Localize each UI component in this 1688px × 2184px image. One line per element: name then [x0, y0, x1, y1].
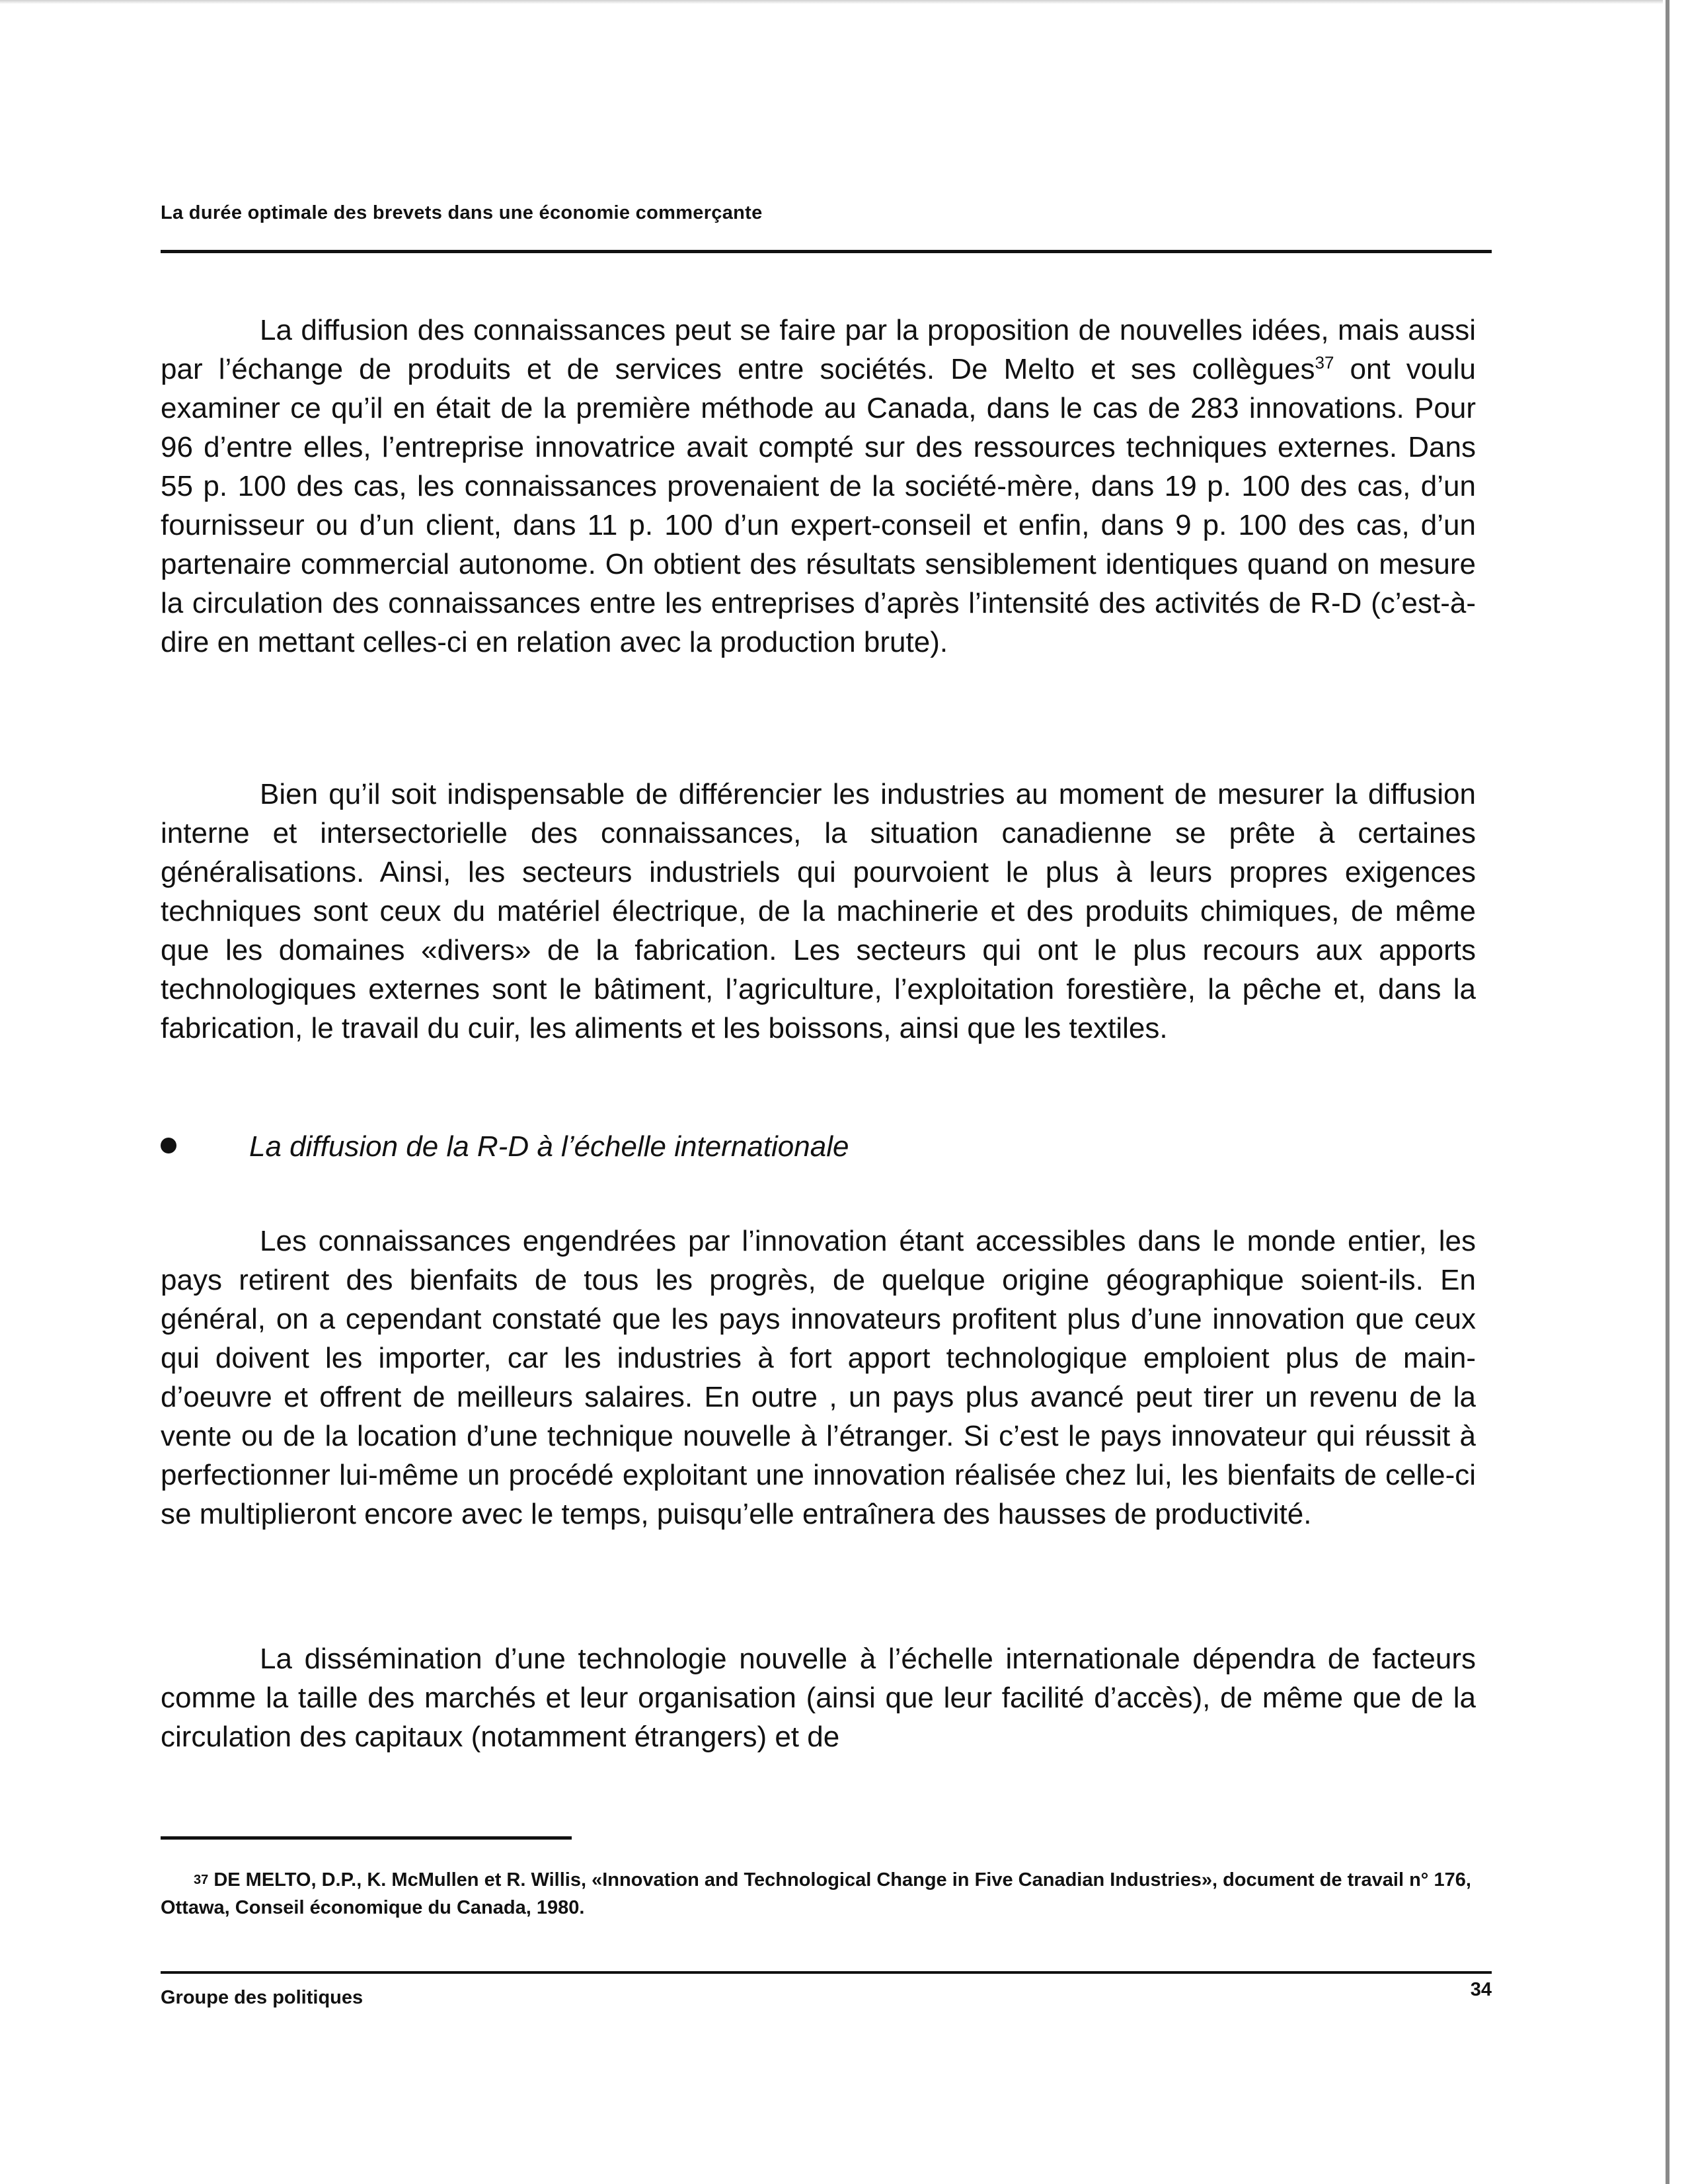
paragraph-1	[161, 311, 1476, 662]
running-header: La durée optimale des brevets dans une économie commerçante	[161, 202, 763, 223]
paragraph-4-text: La dissémination d’une technologie nouvelle à l’échelle internationale dépendra de facteurs comme la taille des marchés et leur organisation (ainsi que leur facilité d’accès), de même que de la circulation des capitaux (notamment étrangers) et de	[161, 1643, 1476, 1753]
paragraph-1-text-b: ont voulu examiner ce qu’il en était de la première méthode au Canada, dans le cas de 283 innovations. Pour 96 d’entre elles, l’entreprise innovatrice avait compté sur des ressources techniques externes. Dans 55 p. 100 des cas, les connaissances provenaient de la société-mère, dans 19 p. 100 des cas, d’un fournisseur ou d’un client, dans 11 p. 100 d’un expert-conseil et enfin, dans 9 p. 100 des cas, d’un partenaire commercial autonome. On obtient des résultats sensiblement identiques quand on mesure la circulation des connaissances entre les entreprises d’après l’intensité des activités de R-D (c’est-à-dire en mettant celles-ci en relation avec la production brute).	[161, 353, 1476, 658]
scan-edge-right	[1663, 0, 1688, 2184]
footer-organization: Groupe des politiques	[161, 1987, 364, 2008]
paragraph-2-text: Bien qu’il soit indispensable de différencier les industries au moment de mesurer la diffusion interne et intersectorielle des connaissances, la situation canadienne se prête à certaines généralisations. Ainsi, les secteurs industriels qui pourvoient le plus à leurs propres exigences techniques sont ceux du matériel électrique, de la machinerie et des produits chimiques, de même que les domaines «divers» de la fabrication. Les secteurs qui ont le plus recours aux apports technologiques externes sont le bâtiment, l’agriculture, l’exploitation forestière, la pêche et, dans la fabrication, le travail du cuir, les aliments et les boissons, ainsi que les textiles.	[161, 778, 1476, 1044]
paragraph-2	[161, 775, 1476, 1048]
page-number: 34	[1470, 1979, 1492, 2000]
paragraph-3-text: Les connaissances engendrées par l’innovation étant accessibles dans le monde entier, les pays retirent des bienfaits de tous les progrès, de quelque origine géographique soient-ils. En général, on a cependant constaté que les pays innovateurs profitent plus d’une innovation que ceux qui doivent les importer, car les industries à fort apport technologique emploient plus de main-d’oeuvre et offrent de meilleurs salaires. En outre , un pays plus avancé peut tirer un revenu de la vente ou de la location d’une technique nouvelle à l’étranger. Si c’est le pays innovateur qui réussit à perfectionner lui-même un procédé exploitant une innovation réalisée chez lui, les bienfaits de celle-ci se multiplieront encore avec le temps, puisqu’elle entraînera des hausses de productivité.	[161, 1225, 1476, 1530]
header-rule	[161, 250, 1492, 253]
footnote-number: 37	[194, 1873, 209, 1887]
scan-edge-top	[0, 0, 1688, 4]
footnote-text: DE MELTO, D.P., K. McMullen et R. Willis, «Innovation and Technological Change in Five Canadian Industries», document de travail n° 176, Ottawa, Conseil économique du Canada, 1980.	[161, 1869, 1471, 1918]
paragraph-3	[161, 1222, 1476, 1534]
paragraph-4	[161, 1639, 1476, 1756]
footnote	[161, 1866, 1476, 1922]
footer-rule	[161, 1971, 1492, 1974]
section-heading-text: La diffusion de la R-D à l’échelle internationale	[249, 1130, 849, 1163]
bullet-icon	[161, 1138, 176, 1153]
paragraph-1-text-a: La diffusion des connaissances peut se faire par la proposition de nouvelles idées, mais aussi par l’échange de produits et de services entre sociétés. De Melto et ses collègues	[161, 314, 1476, 385]
section-heading	[161, 1130, 849, 1163]
footnote-rule	[161, 1836, 572, 1840]
footnote-reference: 37	[1315, 352, 1334, 373]
